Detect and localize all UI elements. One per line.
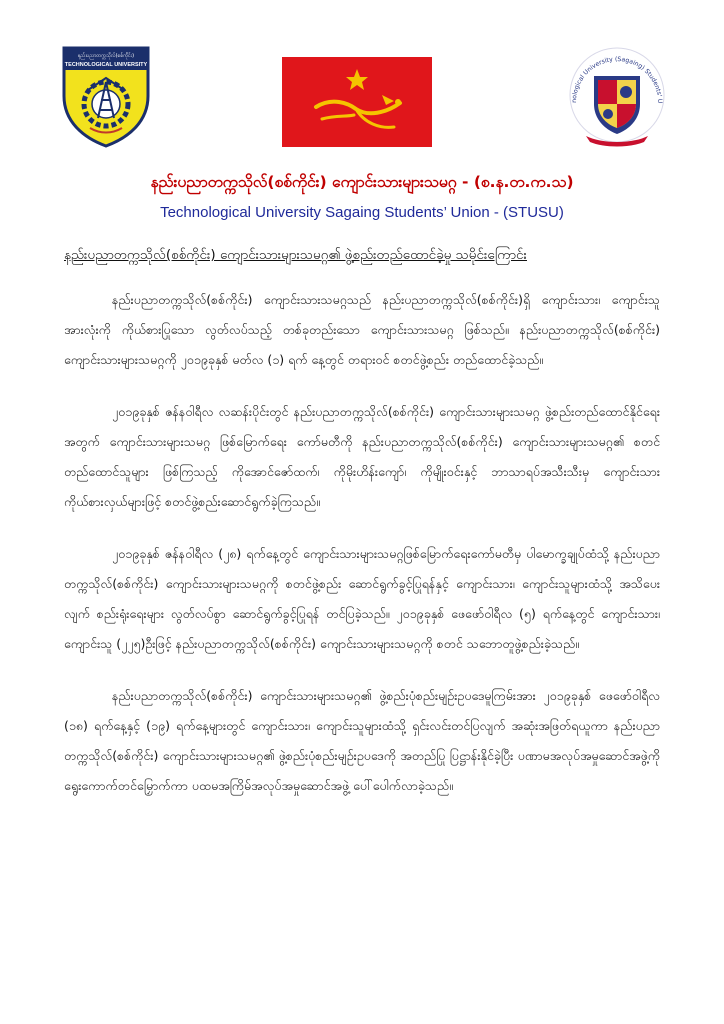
logo-caption-bottom: TECHNOLOGICAL UNIVERSITY <box>64 62 148 68</box>
logo-caption-top: နည်းပညာတက္ကသိုလ်(စစ်ကိုင်း) <box>77 53 135 59</box>
history-body <box>64 285 660 823</box>
paragraph: ၂၀၁၉ခုနှစ် ဇန်နဝါရီလ လဆန်းပိုင်းတွင် နည်းပညာတက္ကသိုလ်(စစ်ကိုင်း) ကျောင်းသားများသမဂ္ဂ ဖွဲ့စည်းတည်ထောင်နိုင်ရေးအတွက် ကျောင်းသားများသမဂ္ဂ ဖြစ်မြောက်ရေး ကော်မတီကို နည်းပညာတက္ကသိုလ်(စစ်ကိုင်း) ကျောင်းသားများသမဂ္ဂ၏ စတင်တည်ထောင်သူများ ဖြစ်ကြသည့် ကိုအောင်ဇော်ထက်၊ ကိုမိုးဟိန်းကျော်၊ ကိုမျိုးဝင်းနှင့် ဘာသာရပ်အသီးသီးမှ ကျောင်းသား ကိုယ်စားလှယ်များဖြင့် စတင်ဖွဲ့စည်းဆောင်ရွက်ခဲ့ကြသည်။ <box>64 404 660 509</box>
union-flag-logo <box>282 57 432 147</box>
crest-arc-text: nological University (Sagaing) Students' U <box>570 55 664 104</box>
paragraph: ၂၀၁၉ခုနှစ် ဇန်နဝါရီလ (၂၈) ရက်နေ့တွင် ကျောင်းသားများသမဂ္ဂဖြစ်မြောက်ရေးကော်မတီမှ ပါမောက္ခချုပ်ထံသို့ နည်းပညာတက္ကသိုလ်(စစ်ကိုင်း) ကျောင်းသားများသမဂ္ဂကို စတင်ဖွဲ့စည်း ဆောင်ရွက်ခွင့်ပြုရန်နှင့် ကျောင်းသား၊ ကျောင်းသူများထံသို့ အသိပေးလျက် စည်းရုံးရေးများ လွတ်လပ်စွာ ဆောင်ရွက်ခွင့်ပြုရန် တင်ပြခဲ့သည်။ ၂၀၁၉ခုနှစ် ဖေဖော်ဝါရီလ (၅) ရက်နေ့တွင် ကျောင်းသား၊ ကျောင်းသူ (၂၂၅)ဦးဖြင့် နည်းပညာတက္ကသိုလ်(စစ်ကိုင်း) ကျောင်းသားများသမဂ္ဂကို စတင် သဘောတူဖွဲ့စည်းခဲ့သည်။ <box>64 546 660 651</box>
paragraph: နည်းပညာတက္ကသိုလ်(စစ်ကိုင်း) ကျောင်းသားများသမဂ္ဂ၏ ဖွဲ့စည်းပုံစည်းမျဉ်းဥပဒေမူကြမ်းအား ၂၀၁၉ခုနှစ် ဖေဖော်ဝါရီလ (၁၈) ရက်နေ့နှင့် (၁၉) ရက်နေ့များတွင် ကျောင်းသား၊ ကျောင်းသူများထံသို့ ရှင်းလင်းတင်ပြလျက် အဆုံးအဖြတ်ရယူကာ နည်းပညာတက္ကသိုလ်(စစ်ကိုင်း) ကျောင်းသားများသမဂ္ဂ၏ ဖွဲ့စည်းပုံစည်းမျဉ်းဥပဒေကို အတည်ပြု ပြဋ္ဌာန်းနိုင်ခဲ့ပြီး ပဏာမအလုပ်အမှုဆောင်အဖွဲ့ကို ရွေးကောက်တင်မြှောက်ကာ ပထမအကြိမ်အလုပ်အမှုဆောင်အဖွဲ့ ပေါ်ပေါက်လာခဲ့သည်။ <box>64 688 660 793</box>
page-title-english: Technological University Sagaing Students’ Union - (STUSU) <box>160 204 564 221</box>
tu-sagaing-logo <box>60 44 152 148</box>
stusu-crest-logo <box>566 40 668 150</box>
section-heading: နည်းပညာတက္ကသိုလ်(စစ်ကိုင်း) ကျောင်းသားများသမဂ္ဂ၏ ဖွဲ့စည်းတည်ထောင်ခဲ့မှု သမိုင်းကြောင်း <box>64 247 527 263</box>
page-title-myanmar: နည်းပညာတက္ကသိုလ်(စစ်ကိုင်း) ကျောင်းသားများသမဂ္ဂ - (စ.န.တ.က.သ) <box>150 173 574 191</box>
paragraph: နည်းပညာတက္ကသိုလ်(စစ်ကိုင်း) ကျောင်းသားသမဂ္ဂသည် နည်းပညာတက္ကသိုလ်(စစ်ကိုင်း)ရှိ ကျောင်းသား၊ ကျောင်းသူအားလုံးကို ကိုယ်စားပြုသော လွတ်လပ်သည့် တစ်ခုတည်းသော ကျောင်းသားသမဂ္ဂ ဖြစ်သည်။ နည်းပညာတက္ကသိုလ်(စစ်ကိုင်း) ကျောင်းသားများသမဂ္ဂကို ၂၀၁၉ခုနှစ် မတ်လ (၁) ရက် နေ့တွင် တရားဝင် စတင်ဖွဲ့စည်း တည်ထောင်ခဲ့သည်။ <box>64 292 660 367</box>
